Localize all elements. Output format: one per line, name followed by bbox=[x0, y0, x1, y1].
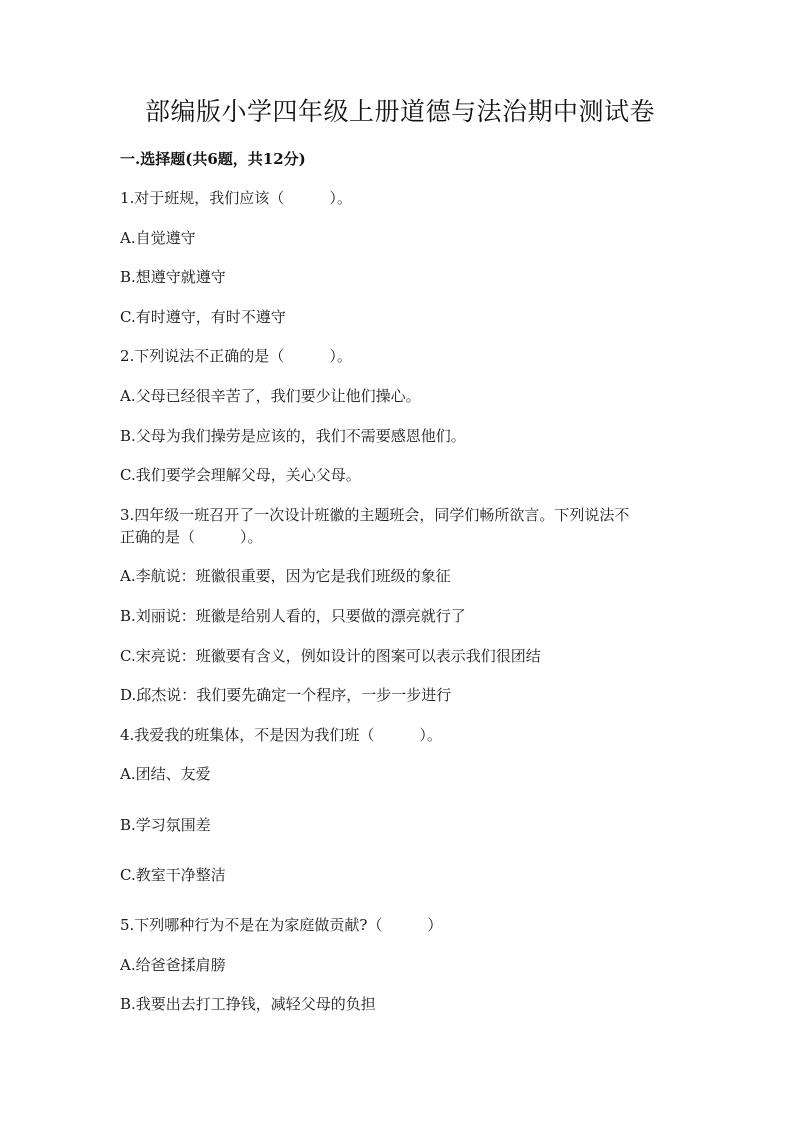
question-3-stem-line-2: 正确的是（ ）。 bbox=[120, 528, 263, 546]
question-4-option-c[interactable]: C.教室干净整洁 bbox=[120, 866, 226, 884]
question-1-option-b[interactable]: B.想遵守就遵守 bbox=[120, 268, 226, 286]
question-2-option-c[interactable]: C.我们要学会理解父母，关心父母。 bbox=[120, 466, 361, 484]
question-3-option-c[interactable]: C.宋亮说：班徽要有含义，例如设计的图案可以表示我们很团结 bbox=[120, 647, 541, 665]
question-2-option-a[interactable]: A.父母已经很辛苦了，我们要少让他们操心。 bbox=[120, 387, 421, 405]
question-4-option-a[interactable]: A.团结、友爱 bbox=[120, 765, 211, 783]
question-1-option-a[interactable]: A.自觉遵守 bbox=[120, 229, 196, 247]
question-5-stem: 5.下列哪种行为不是在为家庭做贡献?（ ） bbox=[120, 916, 443, 934]
question-3-stem-line-1: 3.四年级一班召开了一次设计班徽的主题班会，同学们畅所欲言。下列说法不 bbox=[120, 506, 630, 524]
question-2-option-b[interactable]: B.父母为我们操劳是应该的，我们不需要感恩他们。 bbox=[120, 427, 466, 445]
question-3-option-d[interactable]: D.邱杰说：我们要先确定一个程序，一步一步进行 bbox=[120, 686, 452, 704]
question-4-stem: 4.我爱我的班集体，不是因为我们班（ ）。 bbox=[120, 726, 442, 744]
question-3-option-a[interactable]: A.李航说：班徽很重要，因为它是我们班级的象征 bbox=[120, 567, 451, 585]
question-2-stem: 2.下列说法不正确的是（ ）。 bbox=[120, 347, 352, 365]
section-heading: 一.选择题(共6题，共12分) bbox=[120, 150, 306, 168]
question-3-option-b[interactable]: B.刘丽说：班徽是给别人看的，只要做的漂亮就行了 bbox=[120, 607, 466, 625]
question-1-option-c[interactable]: C.有时遵守，有时不遵守 bbox=[120, 308, 286, 326]
question-1-stem: 1.对于班规，我们应该（ ）。 bbox=[120, 189, 352, 207]
question-5-option-a[interactable]: A.给爸爸揉肩膀 bbox=[120, 956, 226, 974]
question-4-option-b[interactable]: B.学习氛围差 bbox=[120, 816, 211, 834]
question-5-option-b[interactable]: B.我要出去打工挣钱，减轻父母的负担 bbox=[120, 995, 376, 1013]
exam-title: 部编版小学四年级上册道德与法治期中测试卷 bbox=[144, 97, 655, 126]
